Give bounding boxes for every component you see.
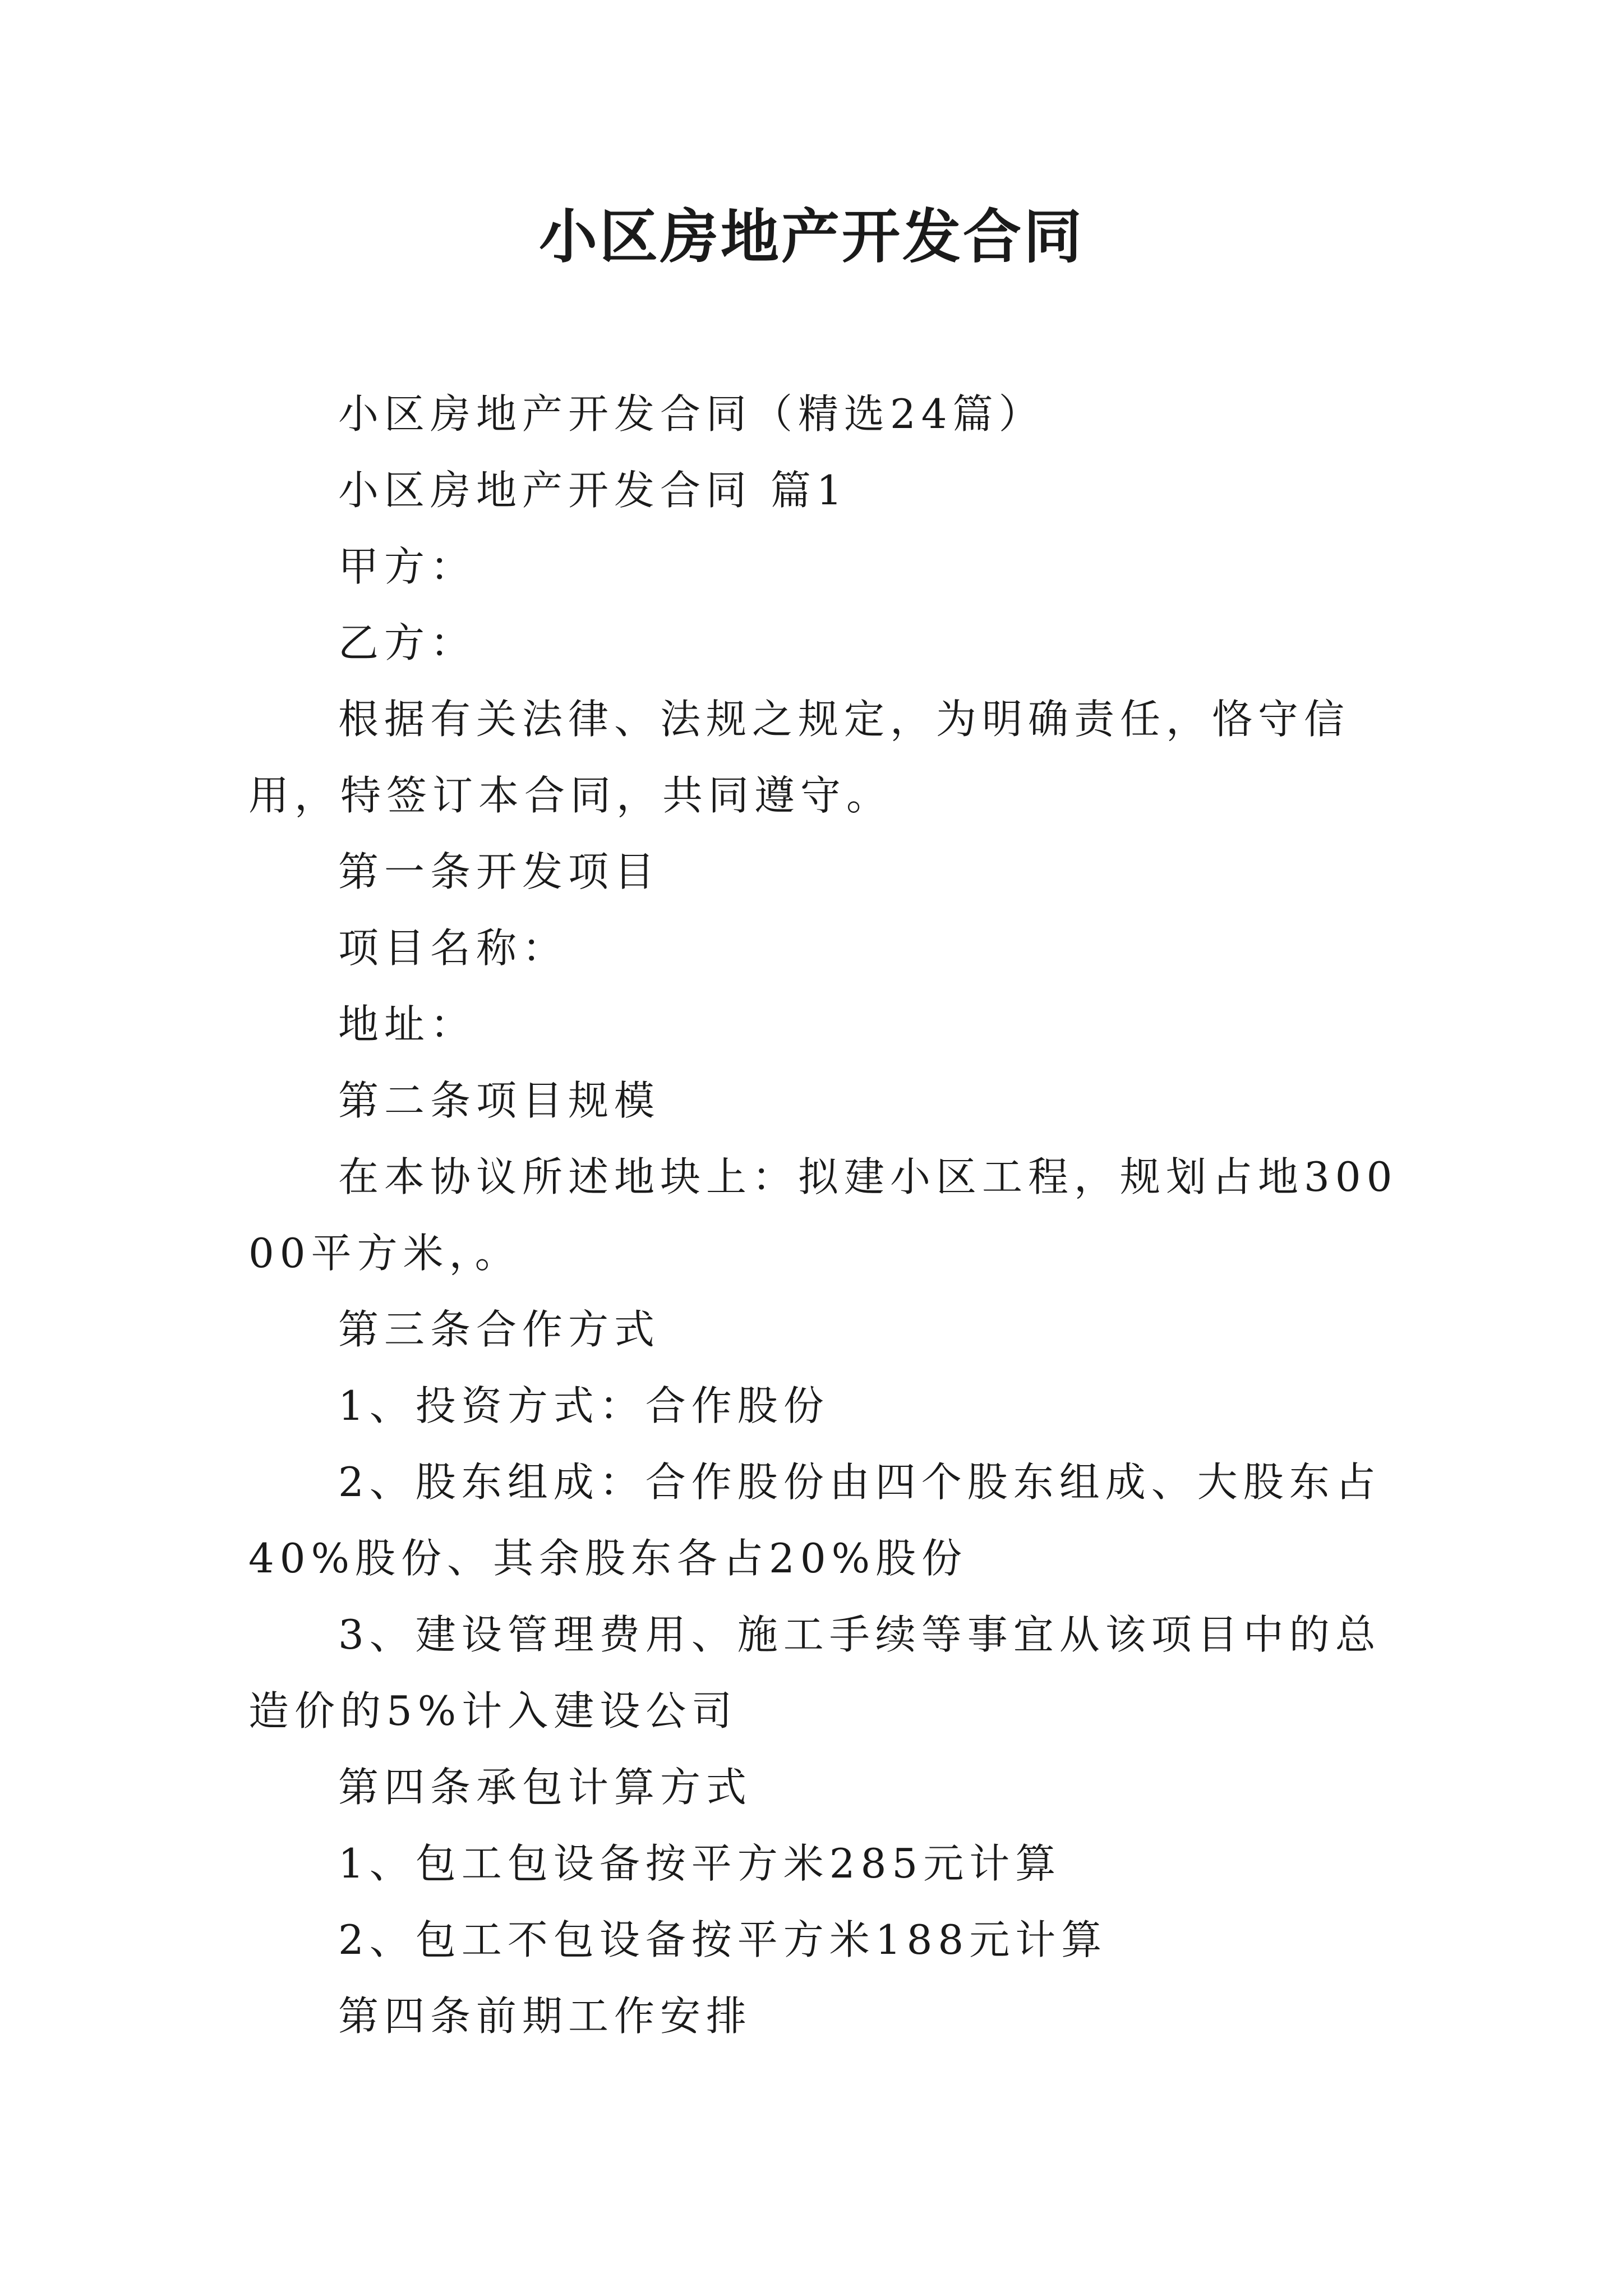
clause-item: 1、投资方式：合作股份 [338, 1382, 829, 1429]
article-heading: 第三条合作方式 [338, 1306, 661, 1353]
subtitle-line: 小区房地产开发合同（精选24篇） [338, 390, 1045, 438]
project-name-line: 项目名称： [338, 924, 569, 972]
clause-item: 1、包工包设备按平方米285元计算 [338, 1840, 1062, 1887]
document-body [248, 376, 1404, 2054]
address-line: 地址： [338, 1001, 477, 1048]
article-heading: 第四条承包计算方式 [338, 1764, 753, 1811]
article-heading: 第四条前期工作安排 [338, 1993, 753, 2040]
clause-item: 3、建设管理费用、施工手续等事宜从该项目中的总造价的5%计入建设公司 [248, 1611, 1381, 1734]
article-heading: 第二条项目规模 [338, 1077, 661, 1124]
preamble-paragraph: 根据有关法律、法规之规定，为明确责任，恪守信用，特签订本合同，共同遵守。 [248, 696, 1350, 819]
document-title: 小区房地产开发合同 [538, 202, 1084, 271]
section-heading: 小区房地产开发合同 篇1 [338, 467, 848, 514]
party-a-line: 甲方： [338, 543, 477, 590]
project-scale-paragraph: 在本协议所述地块上：拟建小区工程，规划占地30000平方米，。 [248, 1153, 1398, 1277]
party-b-line: 乙方： [338, 619, 477, 666]
clause-item: 2、包工不包设备按平方米188元计算 [338, 1916, 1108, 1963]
article-heading: 第一条开发项目 [338, 848, 661, 895]
clause-item: 2、股东组成：合作股份由四个股东组成、大股东占40%股份、其余股东各占20%股份 [248, 1458, 1381, 1582]
